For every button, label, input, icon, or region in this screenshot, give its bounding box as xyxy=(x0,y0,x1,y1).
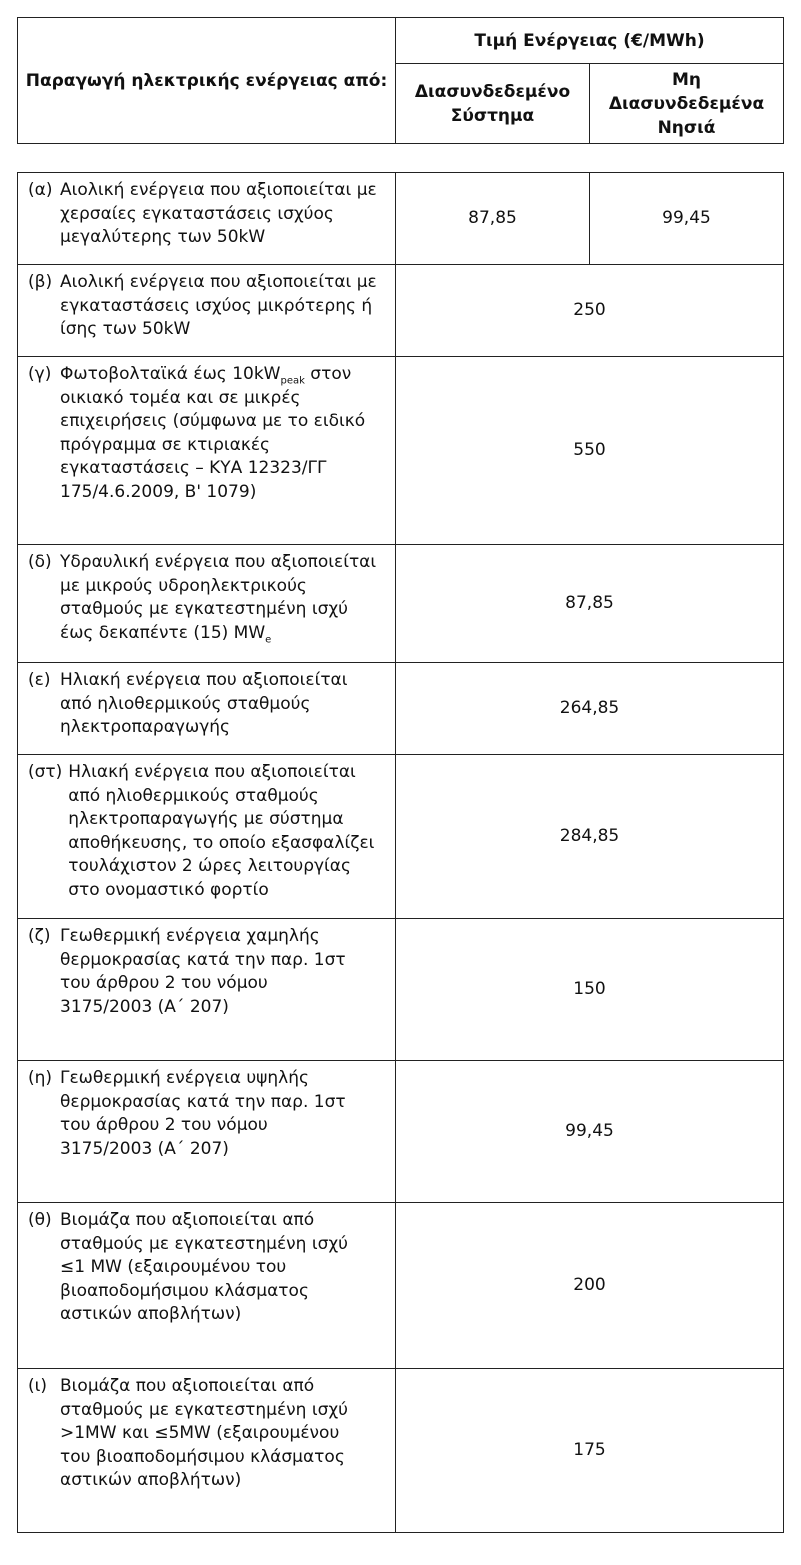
row-text: Γεωθερμική ενέργεια χαμηλής θερμοκρασίας κατά την παρ. 1στ του άρθρου 2 του νόμου 3175/2003 (Α΄ 207) xyxy=(60,926,346,1017)
row-description xyxy=(18,357,396,545)
row-label: (β) xyxy=(28,272,53,292)
table-row xyxy=(18,173,784,265)
row-label: (γ) xyxy=(28,364,52,384)
table-row xyxy=(18,545,784,663)
row-description xyxy=(18,663,396,755)
header-production-source: Παραγωγή ηλεκτρικής ενέργειας από: xyxy=(18,18,396,144)
row-description xyxy=(18,1061,396,1203)
row-label: (θ) xyxy=(28,1210,52,1230)
price-value: 200 xyxy=(396,1203,784,1369)
header-table xyxy=(17,17,784,144)
price-value: 175 xyxy=(396,1369,784,1533)
price-value: 250 xyxy=(396,265,784,357)
table-row xyxy=(18,265,784,357)
price-value: 150 xyxy=(396,919,784,1061)
row-label: (ε) xyxy=(28,670,51,690)
row-text-subscript: peak xyxy=(280,375,305,387)
row-label: (η) xyxy=(28,1068,53,1088)
row-label: (δ) xyxy=(28,552,52,572)
header-non-interconnected-islands: Μη Διασυνδεδεμένα Νησιά xyxy=(590,64,784,144)
row-description xyxy=(18,1203,396,1369)
row-label: (ζ) xyxy=(28,926,51,946)
price-value: 550 xyxy=(396,357,784,545)
row-text: Βιομάζα που αξιοποιείται από σταθμούς με εγκατεστημένη ισχύ >1MW και ≤5MW (εξαιρουμένου του βιοαποδομήσιμου κλάσματος αστικών αποβλήτων) xyxy=(60,1376,349,1491)
row-description xyxy=(18,545,396,663)
table-row xyxy=(18,919,784,1061)
header-interconnected-system: Διασυνδεδεμένο Σύστημα xyxy=(396,64,590,144)
price-interconnected: 87,85 xyxy=(396,173,590,265)
row-text: Γεωθερμική ενέργεια υψηλής θερμοκρασίας κατά την παρ. 1στ του άρθρου 2 του νόμου 3175/2003 (Α΄ 207) xyxy=(60,1068,346,1159)
price-value: 99,45 xyxy=(396,1061,784,1203)
row-text: Αιολική ενέργεια που αξιοποιείται με εγκαταστάσεις ισχύος μικρότερης ή ίσης των 50kW xyxy=(60,272,377,340)
row-text xyxy=(60,551,389,645)
row-description xyxy=(18,173,396,265)
row-text: Βιομάζα που αξιοποιείται από σταθμούς με εγκατεστημένη ισχύ ≤1 MW (εξαιρουμένου του βιοαποδομήσιμου κλάσματος αστικών αποβλήτων) xyxy=(60,1210,349,1325)
row-text-part: Φωτοβολταϊκά έως 10kW xyxy=(60,364,281,384)
row-label: (ι) xyxy=(28,1376,48,1396)
price-value: 264,85 xyxy=(396,663,784,755)
table-row xyxy=(18,1369,784,1533)
row-label: (στ) xyxy=(28,762,63,782)
row-text: Ηλιακή ενέργεια που αξιοποιείται από ηλιοθερμικούς σταθμούς ηλεκτροπαραγωγής xyxy=(60,670,348,738)
row-text xyxy=(60,363,389,505)
table-row xyxy=(18,357,784,545)
table-row xyxy=(18,663,784,755)
tariff-table xyxy=(17,172,784,1533)
row-text-subscript: e xyxy=(265,634,272,646)
row-text-part: Υδραυλική ενέργεια που αξιοποιείται με μικρούς υδροηλεκτρικούς σταθμούς με εγκατεστημένη ισχύ έως δεκαπέντε (15) MW xyxy=(60,552,377,643)
price-islands: 99,45 xyxy=(590,173,784,265)
row-description xyxy=(18,1369,396,1533)
row-description xyxy=(18,919,396,1061)
row-text: Ηλιακή ενέργεια που αξιοποιείται από ηλιοθερμικούς σταθμούς ηλεκτροπαραγωγής με σύστημα αποθήκευσης, το οποίο εξασφαλίζει τουλάχιστον 2 ώρες λειτουργίας στο ονομαστικό φορτίο xyxy=(68,762,375,900)
table-row xyxy=(18,1203,784,1369)
price-value: 284,85 xyxy=(396,755,784,919)
price-value: 87,85 xyxy=(396,545,784,663)
row-description xyxy=(18,755,396,919)
row-text-part: στον οικιακό τομέα και σε μικρές επιχειρήσεις (σύμφωνα με το ειδικό πρόγραμμα σε κτιριακές εγκαταστάσεις – ΚΥΑ 12323/ΓΓ 175/4.6.2009, Β' 1079) xyxy=(60,364,366,502)
table-row xyxy=(18,1061,784,1203)
row-text: Αιολική ενέργεια που αξιοποιείται με χερσαίες εγκαταστάσεις ισχύος μεγαλύτερης των 50kW xyxy=(60,180,377,248)
table-row xyxy=(18,755,784,919)
header-energy-price: Τιμή Ενέργειας (€/MWh) xyxy=(396,18,784,64)
row-description xyxy=(18,265,396,357)
row-label: (α) xyxy=(28,180,53,200)
